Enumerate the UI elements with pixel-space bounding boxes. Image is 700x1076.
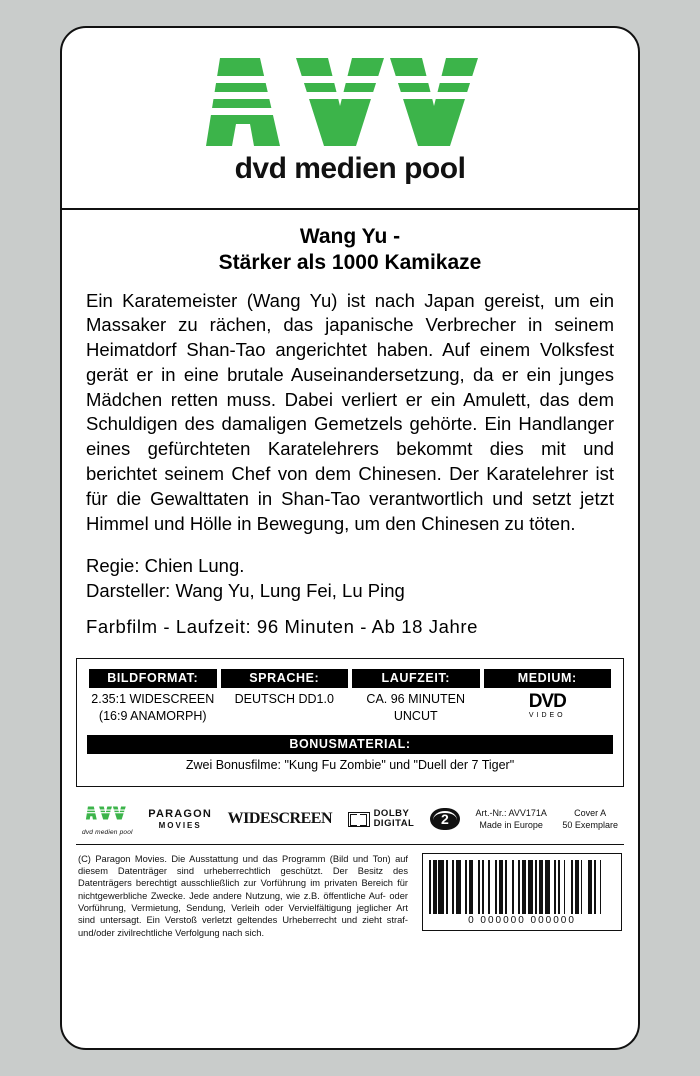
movie-title-line2: Stärker als 1000 Kamikaze xyxy=(218,251,482,275)
barcode xyxy=(422,853,622,931)
spec-body-medium xyxy=(484,688,612,719)
dolby-double-d-icon xyxy=(348,812,370,827)
spec-value-aspect: 2.35:1 WIDESCREEN xyxy=(91,691,215,706)
spec-header-laufzeit: LAUFZEIT: xyxy=(352,669,480,688)
legal-text: (C) Paragon Movies. Die Ausstattung und das Programm (Bild und Ton) auf diesem Datenträger sind urheberrechtlich geschützt. Der Besitz des Datenträgers berechtigt ausschließlich zur Vorführung im privaten Bereich für nichtgewerbliche Zwecke. Jede andere Nutzung, wie z.B. öffentliche Auf- oder Vorführung, Vermietung, Sendung, Verleih oder Vervielfältigung jeglicher Art sind untersagt. Ein Verstoß verletzt geltendes Urheberrecht und zieht straf- und/oder zivilrechtliche Verfolgung nach sich. xyxy=(78,853,408,938)
spec-body-laufzeit xyxy=(352,688,480,725)
barcode-bar xyxy=(601,860,603,914)
avv-mark-icon xyxy=(85,803,129,823)
barcode-number: 0 000000 000000 xyxy=(468,914,576,926)
spec-header-bildformat: BILDFORMAT: xyxy=(89,669,217,688)
cast-line: Darsteller: Wang Yu, Lung Fei, Lu Ping xyxy=(86,580,405,602)
logo-strip xyxy=(62,787,638,842)
article-info xyxy=(475,807,546,832)
spec-value-runtime: CA. 96 MINUTEN xyxy=(366,691,466,706)
mini-avv-logo xyxy=(82,803,133,836)
spec-column-sprache xyxy=(219,669,351,725)
publisher-logo-block xyxy=(62,28,638,196)
spec-header-sprache: SPRACHE: xyxy=(221,669,349,688)
avv-logo xyxy=(200,54,500,186)
made-in: Made in Europe xyxy=(479,820,543,831)
paragon-line1: PARAGON xyxy=(148,808,213,821)
dolby-line2: DIGITAL xyxy=(373,818,415,830)
text-section xyxy=(62,210,638,644)
cover-card xyxy=(60,26,640,1050)
cover-info xyxy=(562,807,618,832)
movie-title-line1: Wang Yu - xyxy=(299,225,401,248)
bonus-text: Zwei Bonusfilme: "Kung Fu Zombie" und "Duell der 7 Tiger" xyxy=(185,757,515,772)
synopsis-text: Ein Karatemeister (Wang Yu) ist nach Japan gereist, um ein Massaker zu rächen, das japanische Verbrecher in seinem Heimatdorf Shan-Tao angerichtet haben. Auf einem Volksfest gerät er in eine brutale Auseinandersetzung, da er ein junges Mädchen retten muss. Dabei verliert er ein Amulett, das dem Schuldigen des damaligen Gemetzels gehörte. Ein Handlanger eines gefürchteten Karatelehrers bekommt dies mit und berichtet seinem Chef von dem Chinesen. Der Karatelehrer ist für die Gewalttaten in Shan-Tao verantwortlich und setzt jetzt Himmel und Hölle in Bewegung, um den Chinesen zu töten. xyxy=(86,289,614,534)
cover-variant: Cover A xyxy=(574,807,607,818)
spec-body-sprache xyxy=(221,688,349,708)
paragon-line2: MOVIES xyxy=(158,820,202,830)
widescreen-logo: WIDESCREEN xyxy=(227,810,332,828)
spec-value-language: DEUTSCH DD1.0 xyxy=(234,691,334,706)
region-code-number: 2 xyxy=(441,811,449,828)
spec-column-bildformat xyxy=(87,669,219,725)
publisher-name: dvd medien pool xyxy=(234,152,466,185)
director-line: Regie: Chien Lung. xyxy=(86,555,245,577)
copies-count: 50 Exemplare xyxy=(562,820,618,831)
dolby-line1: DOLBY xyxy=(373,808,410,820)
specs-panel xyxy=(76,658,624,787)
movie-title xyxy=(86,224,614,277)
dolby-text xyxy=(374,809,415,829)
barcode-bars xyxy=(429,860,615,914)
spec-value-anamorph: (16:9 ANAMORPH) xyxy=(98,708,207,723)
spec-value-uncut: UNCUT xyxy=(393,708,438,723)
specs-row xyxy=(87,669,613,725)
bonus-header: BONUSMATERIAL: xyxy=(87,735,613,754)
spec-column-medium xyxy=(482,669,614,725)
paragon-movies-logo xyxy=(148,808,212,830)
dolby-digital-logo xyxy=(348,809,415,829)
article-number: Art.-Nr.: AVV171A xyxy=(475,807,547,818)
footer xyxy=(62,845,638,940)
spec-column-laufzeit xyxy=(350,669,482,725)
spec-header-medium: MEDIUM: xyxy=(484,669,612,688)
spec-body-bildformat xyxy=(89,688,217,725)
region-globe-arc xyxy=(433,811,457,829)
region-code-icon xyxy=(430,808,460,830)
runtime-line: Farbfilm - Laufzeit: 96 Minuten - Ab 18 Jahre xyxy=(86,615,479,637)
dvd-logo-icon: DVD xyxy=(528,690,566,712)
dvd-logo-sub: VIDEO xyxy=(528,711,566,719)
credits-block xyxy=(86,554,614,604)
avv-logo-icon xyxy=(200,54,500,150)
mini-avv-sub: dvd medien pool xyxy=(82,828,133,836)
